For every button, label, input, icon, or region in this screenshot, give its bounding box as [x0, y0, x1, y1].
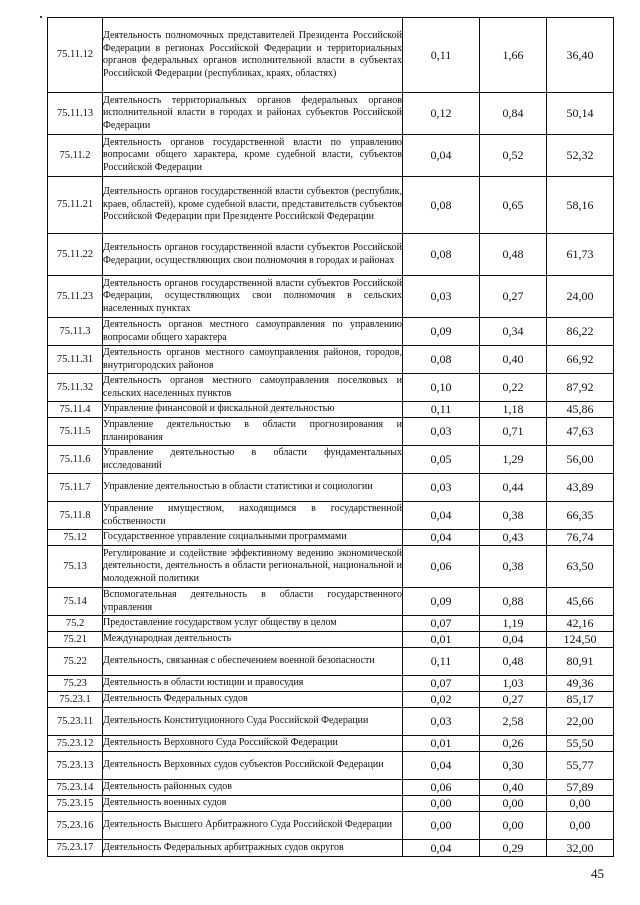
row-value-3: 47,63 [547, 418, 614, 446]
row-value-3: 63,50 [547, 546, 614, 588]
row-code: 75.11.23 [48, 276, 103, 318]
row-value-3: 76,74 [547, 530, 614, 546]
row-value-1: 0,11 [403, 648, 480, 676]
row-value-3: 45,86 [547, 402, 614, 418]
row-code: 75.23.14 [48, 780, 103, 796]
table-row [48, 502, 614, 530]
row-value-2: 0,00 [480, 812, 547, 840]
row-name: Деятельность районных судов [103, 780, 403, 796]
row-name: Деятельность органов государственной власти субъектов Российской Федерации, осуществляющих свои полномочия в сельских населенных пунктах [103, 276, 403, 318]
row-code: 75.23.15 [48, 796, 103, 812]
row-value-3: 86,22 [547, 318, 614, 346]
row-value-2: 0,43 [480, 530, 547, 546]
row-name: Деятельность, связанная с обеспечением военной безопасности [103, 648, 403, 676]
row-code: 75.11.31 [48, 346, 103, 374]
row-value-2: 0,48 [480, 648, 547, 676]
row-name: Управление деятельностью в области прогнозирования и планирования [103, 418, 403, 446]
row-value-3: 0,00 [547, 812, 614, 840]
row-value-1: 0,03 [403, 418, 480, 446]
table-row [48, 135, 614, 177]
row-name: Деятельность органов государственной власти по управлению вопросами общего характера, кроме судебной власти, субъектов Российской Федерации [103, 135, 403, 177]
row-value-3: 55,50 [547, 736, 614, 752]
row-name: Деятельность Конституционного Суда Российской Федерации [103, 708, 403, 736]
row-value-2: 0,29 [480, 840, 547, 857]
row-value-2: 0,00 [480, 796, 547, 812]
row-value-3: 57,89 [547, 780, 614, 796]
row-value-3: 36,40 [547, 18, 614, 93]
table-row [48, 18, 614, 93]
table-row [48, 177, 614, 234]
row-name: Государственное управление социальными программами [103, 530, 403, 546]
row-code: 75.23 [48, 676, 103, 692]
table-row [48, 374, 614, 402]
row-value-3: 61,73 [547, 234, 614, 276]
row-value-2: 0,65 [480, 177, 547, 234]
row-name: Деятельность Высшего Арбитражного Суда Российской Федерации [103, 812, 403, 840]
table-row [48, 234, 614, 276]
row-code: 75.11.5 [48, 418, 103, 446]
row-value-2: 0,27 [480, 692, 547, 708]
table-row [48, 588, 614, 616]
row-value-1: 0,03 [403, 708, 480, 736]
table-row [48, 446, 614, 474]
row-code: 75.23.1 [48, 692, 103, 708]
row-name: Международная деятельность [103, 632, 403, 648]
row-value-3: 43,89 [547, 474, 614, 502]
row-code: 75.12 [48, 530, 103, 546]
row-name: Регулирование и содействие эффективному ведению экономической деятельности, деятельность в области региональной, национальной и молодежной политики [103, 546, 403, 588]
row-code: 75.11.4 [48, 402, 103, 418]
row-name: Деятельность Верховного Суда Российской Федерации [103, 736, 403, 752]
row-value-2: 1,66 [480, 18, 547, 93]
row-value-3: 0,00 [547, 796, 614, 812]
row-value-1: 0,01 [403, 736, 480, 752]
row-value-2: 1,19 [480, 616, 547, 632]
row-name: Деятельность Федеральных арбитражных судов округов [103, 840, 403, 857]
data-table [47, 17, 614, 857]
row-code: 75.11.7 [48, 474, 103, 502]
row-name: Управление деятельностью в области статистики и социологии [103, 474, 403, 502]
row-code: 75.23.12 [48, 736, 103, 752]
row-value-2: 0,34 [480, 318, 547, 346]
row-name: Предоставление государством услуг обществу в целом [103, 616, 403, 632]
row-value-1: 0,07 [403, 676, 480, 692]
row-name: Деятельность органов государственной власти субъектов (республик, краев, областей), кроме судебной власти, представительств субъектов Российской Федерации при Президенте Российской Федерации [103, 177, 403, 234]
row-value-1: 0,09 [403, 318, 480, 346]
row-value-3: 45,66 [547, 588, 614, 616]
table-row [48, 812, 614, 840]
table-row [48, 346, 614, 374]
row-value-1: 0,12 [403, 93, 480, 135]
row-code: 75.21 [48, 632, 103, 648]
row-value-3: 32,00 [547, 840, 614, 857]
row-code: 75.23.16 [48, 812, 103, 840]
row-value-1: 0,02 [403, 692, 480, 708]
row-value-1: 0,06 [403, 780, 480, 796]
row-code: 75.11.3 [48, 318, 103, 346]
row-value-3: 87,92 [547, 374, 614, 402]
row-value-3: 55,77 [547, 752, 614, 780]
row-value-2: 0,04 [480, 632, 547, 648]
row-name: Вспомогательная деятельность в области государственного управления [103, 588, 403, 616]
row-value-2: 2,58 [480, 708, 547, 736]
row-name: Управление имуществом, находящимся в государственной собственности [103, 502, 403, 530]
row-name: Деятельность полномочных представителей Президента Российской Федерации в регионах Российской Федерации и территориальных органов федеральных органов исполнительной власти в субъектах Российской Федерации (республиках, краях, областях) [103, 18, 403, 93]
table-row [48, 840, 614, 857]
row-code: 75.22 [48, 648, 103, 676]
table-row [48, 632, 614, 648]
row-name: Деятельность органов местного самоуправления районов, городов, внутригородских районов [103, 346, 403, 374]
row-value-2: 0,38 [480, 502, 547, 530]
row-value-3: 85,17 [547, 692, 614, 708]
table-row [48, 648, 614, 676]
row-code: 75.11.13 [48, 93, 103, 135]
table-body [48, 18, 614, 857]
row-value-3: 56,00 [547, 446, 614, 474]
row-value-3: 52,32 [547, 135, 614, 177]
row-value-3: 24,00 [547, 276, 614, 318]
row-code: 75.11.22 [48, 234, 103, 276]
table-row [48, 318, 614, 346]
table-row [48, 546, 614, 588]
row-code: 75.14 [48, 588, 103, 616]
row-value-3: 49,36 [547, 676, 614, 692]
row-value-2: 1,29 [480, 446, 547, 474]
row-value-1: 0,06 [403, 546, 480, 588]
table-row [48, 780, 614, 796]
row-value-2: 0,48 [480, 234, 547, 276]
row-value-1: 0,04 [403, 135, 480, 177]
row-value-2: 0,40 [480, 346, 547, 374]
table-row [48, 93, 614, 135]
row-code: 75.11.21 [48, 177, 103, 234]
row-value-2: 0,38 [480, 546, 547, 588]
row-value-2: 1,03 [480, 676, 547, 692]
scan-dot [40, 16, 42, 18]
row-value-1: 0,03 [403, 276, 480, 318]
table-row [48, 736, 614, 752]
row-value-3: 80,91 [547, 648, 614, 676]
row-value-1: 0,11 [403, 402, 480, 418]
row-value-2: 0,44 [480, 474, 547, 502]
row-value-2: 0,40 [480, 780, 547, 796]
row-code: 75.23.13 [48, 752, 103, 780]
row-value-1: 0,04 [403, 502, 480, 530]
row-value-3: 50,14 [547, 93, 614, 135]
row-value-3: 58,16 [547, 177, 614, 234]
row-value-2: 0,27 [480, 276, 547, 318]
row-code: 75.11.6 [48, 446, 103, 474]
row-name: Деятельность органов государственной власти субъектов Российской Федерации, осуществляющих свои полномочия в городах и районах [103, 234, 403, 276]
row-code: 75.2 [48, 616, 103, 632]
table-row [48, 474, 614, 502]
row-value-1: 0,04 [403, 840, 480, 857]
row-value-2: 0,84 [480, 93, 547, 135]
row-name: Управление финансовой и фискальной деятельностью [103, 402, 403, 418]
row-value-1: 0,07 [403, 616, 480, 632]
row-name: Деятельность в области юстиции и правосудия [103, 676, 403, 692]
row-value-1: 0,00 [403, 812, 480, 840]
row-code: 75.11.12 [48, 18, 103, 93]
table-row [48, 752, 614, 780]
table-row [48, 708, 614, 736]
row-name: Деятельность органов местного самоуправления по управлению вопросами общего характера [103, 318, 403, 346]
row-code: 75.11.32 [48, 374, 103, 402]
row-value-1: 0,11 [403, 18, 480, 93]
page-number: 45 [591, 866, 604, 881]
row-value-2: 0,26 [480, 736, 547, 752]
row-value-1: 0,08 [403, 177, 480, 234]
row-name: Деятельность Федеральных судов [103, 692, 403, 708]
row-code: 75.23.11 [48, 708, 103, 736]
row-name: Деятельность органов местного самоуправления поселковых и сельских населенных пунктов [103, 374, 403, 402]
row-code: 75.11.8 [48, 502, 103, 530]
row-code: 75.13 [48, 546, 103, 588]
row-code: 75.11.2 [48, 135, 103, 177]
row-name: Деятельность территориальных органов федеральных органов исполнительной власти в городах и районах субъектов Российской Федерации [103, 93, 403, 135]
table-row [48, 418, 614, 446]
row-value-1: 0,04 [403, 530, 480, 546]
row-value-2: 0,71 [480, 418, 547, 446]
row-value-1: 0,08 [403, 346, 480, 374]
row-name: Управление деятельностью в области фундаментальных исследований [103, 446, 403, 474]
row-value-3: 22,00 [547, 708, 614, 736]
row-value-1: 0,08 [403, 234, 480, 276]
row-value-1: 0,03 [403, 474, 480, 502]
table-row [48, 276, 614, 318]
row-value-1: 0,05 [403, 446, 480, 474]
table-row [48, 796, 614, 812]
row-value-1: 0,01 [403, 632, 480, 648]
table-row [48, 676, 614, 692]
row-value-3: 124,50 [547, 632, 614, 648]
table-row [48, 616, 614, 632]
row-value-2: 0,52 [480, 135, 547, 177]
table-row [48, 692, 614, 708]
row-value-2: 0,22 [480, 374, 547, 402]
table-row [48, 530, 614, 546]
row-value-2: 0,30 [480, 752, 547, 780]
row-value-1: 0,09 [403, 588, 480, 616]
row-value-1: 0,04 [403, 752, 480, 780]
row-value-2: 1,18 [480, 402, 547, 418]
row-value-1: 0,10 [403, 374, 480, 402]
row-value-3: 42,16 [547, 616, 614, 632]
table-row [48, 402, 614, 418]
row-value-3: 66,92 [547, 346, 614, 374]
row-value-3: 66,35 [547, 502, 614, 530]
row-name: Деятельность Верховных судов субъектов Российской Федерации [103, 752, 403, 780]
row-value-1: 0,00 [403, 796, 480, 812]
row-value-2: 0,88 [480, 588, 547, 616]
row-code: 75.23.17 [48, 840, 103, 857]
row-name: Деятельность военных судов [103, 796, 403, 812]
